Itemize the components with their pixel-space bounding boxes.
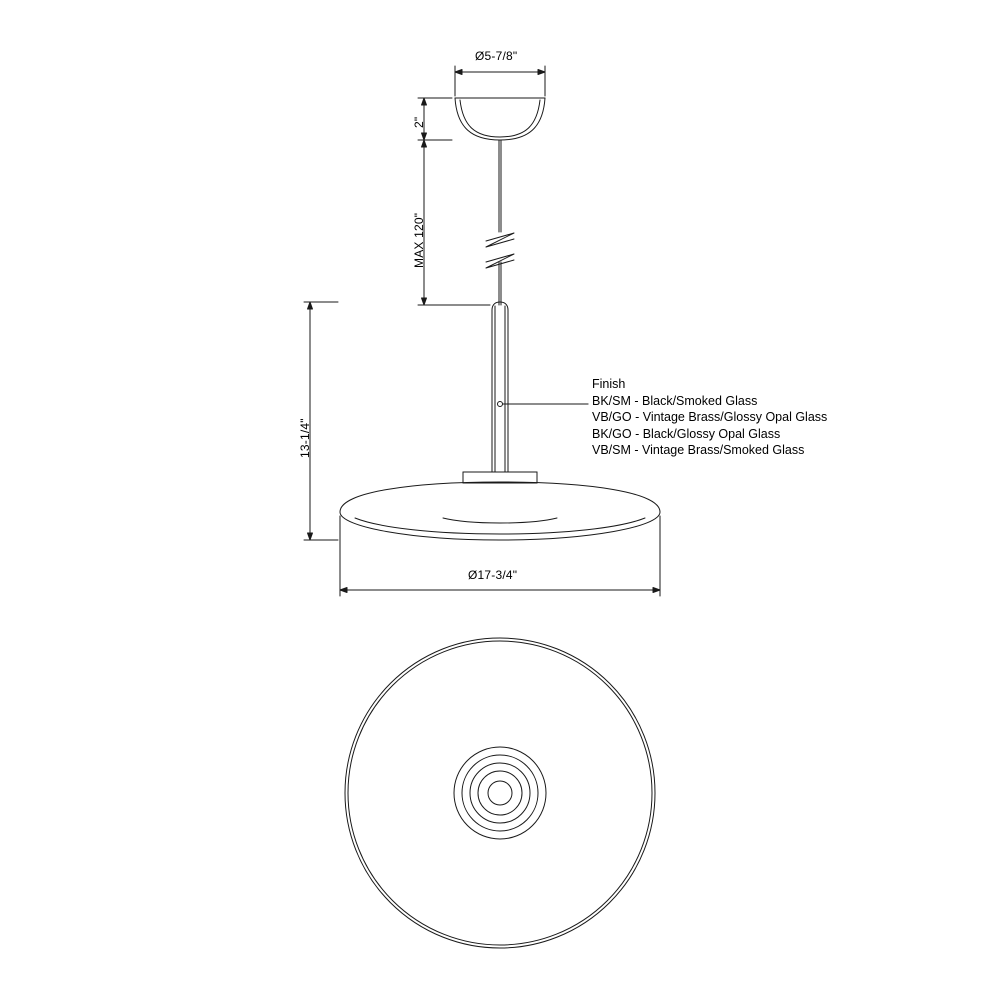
finish-option: BK/GO - Black/Glossy Opal Glass	[592, 426, 781, 441]
plan-view	[345, 638, 655, 948]
finish-heading: Finish	[592, 377, 626, 391]
plan-hub-ring-inner	[470, 763, 530, 823]
finish-option: VB/GO - Vintage Brass/Glossy Opal Glass	[592, 410, 828, 424]
elevation-view	[304, 66, 660, 596]
stem	[492, 302, 508, 472]
label-canopy-diameter: Ø5-7/8"	[475, 49, 518, 63]
plan-stem-circle	[478, 771, 522, 815]
suspension-cord	[499, 140, 501, 305]
dimension-canopy-diameter	[455, 66, 545, 96]
cord-break-symbol	[486, 233, 514, 268]
label-canopy-height: 2"	[412, 116, 426, 128]
plan-hub-ring-mid	[462, 755, 538, 831]
shade-hub	[463, 472, 537, 483]
shade	[340, 482, 660, 540]
plan-center-circle	[488, 781, 512, 805]
stem-detail-point	[498, 402, 503, 407]
label-max-drop: MAX 120"	[412, 212, 426, 268]
plan-hub-ring-outer	[454, 747, 546, 839]
dimension-shade-diameter	[340, 516, 660, 596]
plan-outer-circle-inner	[348, 641, 652, 945]
plan-outer-circle	[345, 638, 655, 948]
dimension-max-drop	[418, 140, 490, 305]
finish-callout	[592, 376, 827, 459]
label-shade-diameter: Ø17-3/4"	[468, 568, 518, 582]
finish-option: BK/SM - Black/Smoked Glass	[592, 393, 758, 408]
finish-option: VB/SM - Vintage Brass/Smoked Glass	[592, 443, 805, 457]
label-fixture-height: 13-1/4"	[298, 418, 312, 458]
canopy	[455, 98, 545, 140]
